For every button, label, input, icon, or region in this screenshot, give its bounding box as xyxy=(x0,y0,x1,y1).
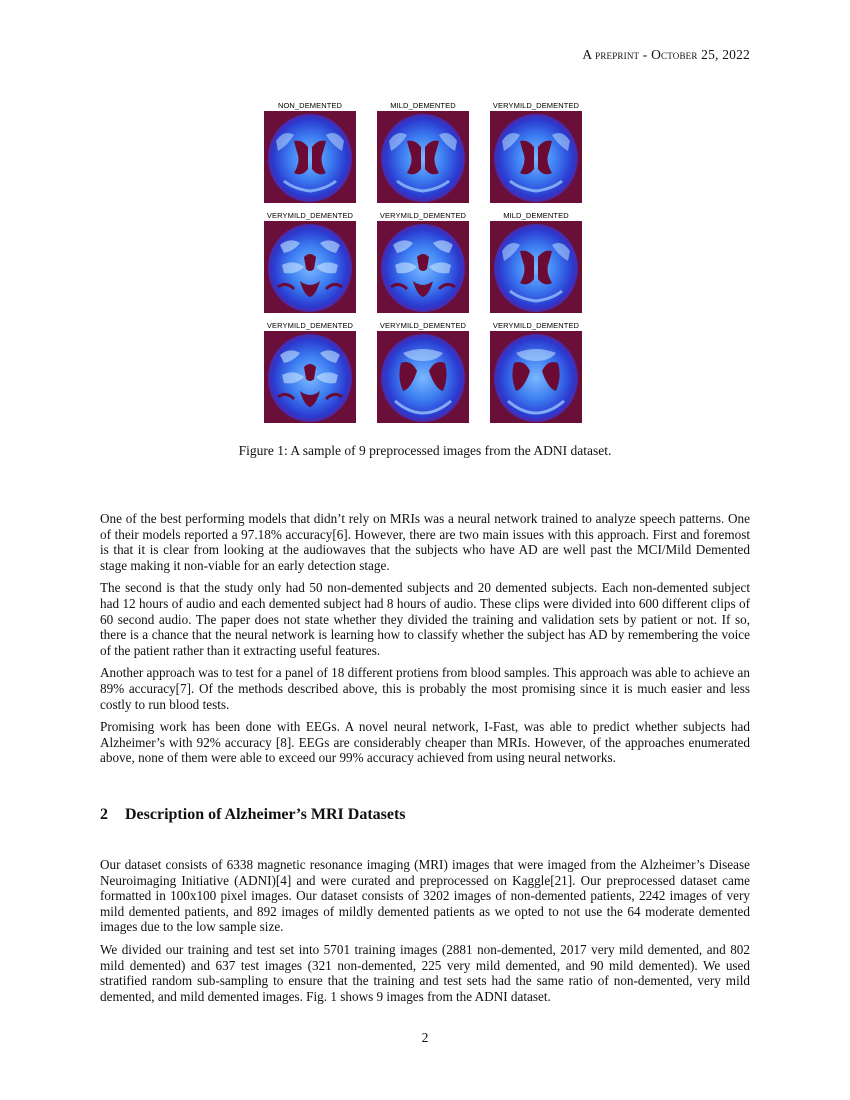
figure-cell xyxy=(377,100,469,203)
paragraph: One of the best performing models that didn’t rely on MRIs was a neural network trained to analyze speech patterns. One of their models reported a 97.18% accuracy[6]. However, there are two main issues with this approach. First and foremost is that it is clear from looking at the audiowaves that the subjects who have AD are well past the MCI/Mild Demented stage making it non-viable for an early detection stage. xyxy=(100,511,750,573)
paragraph: We divided our training and test set into 5701 training images (2881 non-demented, 2017 very mild demented, and 802 mild demented) and 637 test images (321 non-demented, 225 very mild demented, and 90 mild demented). We used stratified random sub-sampling to ensure that the training and test sets had the same ratio of non-demented, very mild demented, and mild demented images. Fig. 1 shows 9 images from the ADNI dataset. xyxy=(100,941,750,1004)
image-label: VERYMILD_DEMENTED xyxy=(266,211,354,220)
mri-scan-image xyxy=(490,221,582,313)
figure-cell xyxy=(490,320,582,423)
image-label: MILD_DEMENTED xyxy=(390,101,456,110)
running-header: A preprint - October 25, 2022 xyxy=(582,47,750,62)
image-label: VERYMILD_DEMENTED xyxy=(379,321,467,330)
mri-scan-image xyxy=(264,111,356,203)
image-label: VERYMILD_DEMENTED xyxy=(379,211,467,220)
mri-scan-image xyxy=(490,331,582,423)
image-label: NON_DEMENTED xyxy=(277,101,343,110)
paragraph: Promising work has been done with EEGs. A novel neural network, I-Fast, was able to predict whether subjects had Alzheimer’s with 92% accuracy [8]. EEGs are considerably cheaper than MRIs. However, of the approaches enumerated above, none of them were able to exceed our 99% accuracy achieved from using neural networks. xyxy=(100,719,750,766)
intro-text-block xyxy=(100,511,750,773)
paragraph: Our dataset consists of 6338 magnetic resonance imaging (MRI) images that were imaged from the Alzheimer’s Disease Neuroimaging Initiative (ADNI)[4] and were curated and preprocessed on Kaggle[21]. Our preprocessed dataset came formatted in 100x100 pixel images. Our dataset consists of 3202 images of non-demented patients, 2242 images of very mild demented patients, and 892 images of mildly demented patients as we opted to not use the 64 moderate demented images due to the low sample size. xyxy=(100,857,750,935)
figure-cell xyxy=(377,320,469,423)
section-heading xyxy=(100,806,406,824)
figure-cell xyxy=(490,100,582,203)
figure-caption: Figure 1: A sample of 9 preprocessed images from the ADNI dataset. xyxy=(238,443,612,458)
figure-cell xyxy=(377,210,469,313)
page-number: 2 xyxy=(421,1030,429,1045)
figure-cell xyxy=(264,210,356,313)
section-text-block xyxy=(100,857,750,1011)
paragraph: Another approach was to test for a panel of 18 different protiens from blood samples. This approach was able to achieve an 89% accuracy[7]. Of the methods described above, this is probably the most promising since it is much easier and less costly to run blood tests. xyxy=(100,665,750,712)
image-label: VERYMILD_DEMENTED xyxy=(492,101,580,110)
mri-scan-image xyxy=(377,331,469,423)
mri-image-grid xyxy=(264,100,590,423)
mri-scan-image xyxy=(264,331,356,423)
image-label: MILD_DEMENTED xyxy=(503,211,569,220)
mri-scan-image xyxy=(377,111,469,203)
section-title: Description of Alzheimer’s MRI Datasets xyxy=(125,806,406,823)
mri-scan-image xyxy=(264,221,356,313)
figure-cell xyxy=(264,100,356,203)
figure-cell xyxy=(490,210,582,313)
figure-cell xyxy=(264,320,356,423)
figure-1 xyxy=(264,100,590,423)
section-number: 2 xyxy=(100,806,108,823)
image-label: VERYMILD_DEMENTED xyxy=(492,321,580,330)
image-label: VERYMILD_DEMENTED xyxy=(266,321,354,330)
paragraph: The second is that the study only had 50 non-demented subjects and 20 demented subjects. Each non-demented subject had 12 hours of audio and each demented subject had 8 hours of audio. These clips were divided into 600 different clips of 60 second audio. The paper does not state whether they divided the training and validation sets by patient or not. If so, there is a chance that the neural network is learning how to classify whether the subject has AD by remembering the voice of the patient rather than it extracting useful features. xyxy=(100,580,750,658)
mri-scan-image xyxy=(377,221,469,313)
mri-scan-image xyxy=(490,111,582,203)
